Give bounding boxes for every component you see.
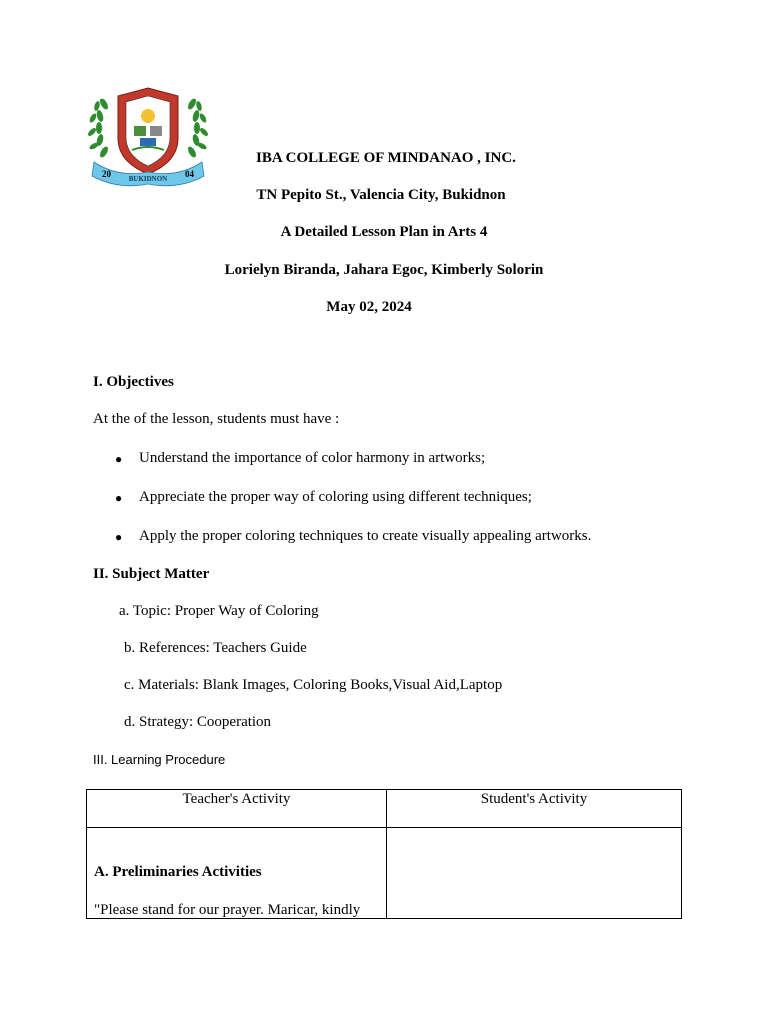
table-row <box>87 828 682 919</box>
subject-references: b. References: Teachers Guide <box>124 640 307 656</box>
student-activity-header <box>386 790 681 828</box>
learning-procedure-table <box>86 789 682 919</box>
subject-strategy: d. Strategy: Cooperation <box>124 714 272 730</box>
subject-matter-heading: II. Subject Matter <box>93 566 210 582</box>
subject-materials: c. Materials: Blank Images, Coloring Books,Visual Aid,Laptop <box>124 677 503 693</box>
document-title: A Detailed Lesson Plan in Arts 4 <box>280 224 488 240</box>
bullet-icon: ● <box>115 530 123 544</box>
logo-year-left: 20 <box>102 169 111 179</box>
learning-procedure-heading: III. Learning Procedure <box>93 752 226 767</box>
teacher-activity-header-label: Teacher's Activity <box>182 791 291 807</box>
objective-text: Understand the importance of color harmony in artworks; <box>139 450 486 466</box>
objectives-heading: I. Objectives <box>93 374 174 390</box>
authors: Lorielyn Biranda, Jahara Egoc, Kimberly Solorin <box>224 262 544 278</box>
bullet-icon: ● <box>115 452 123 466</box>
subject-topic: a. Topic: Proper Way of Coloring <box>119 603 319 619</box>
school-logo <box>88 82 208 190</box>
teacher-activity-cell <box>87 828 387 919</box>
teacher-activity-text: "Please stand for our prayer. Maricar, kindly <box>94 902 361 918</box>
objective-text: Apply the proper coloring techniques to create visually appealing artworks. <box>139 528 592 544</box>
logo-year-right: 04 <box>185 169 194 179</box>
student-activity-cell <box>386 828 681 919</box>
student-activity-header-label: Student's Activity <box>480 791 588 807</box>
logo-ribbon-text: BUKIDNON <box>128 175 168 183</box>
objective-text: Appreciate the proper way of coloring using different techniques; <box>139 489 532 505</box>
document-date: May 02, 2024 <box>326 299 412 315</box>
objectives-intro: At the of the lesson, students must have : <box>93 411 340 427</box>
table-header-row <box>87 790 682 828</box>
institution-address: TN Pepito St., Valencia City, Bukidnon <box>256 187 506 203</box>
preliminaries-heading: A. Preliminaries Activities <box>94 864 262 880</box>
institution-name: IBA COLLEGE OF MINDANAO , INC. <box>256 150 516 166</box>
teacher-activity-header <box>87 790 387 828</box>
bullet-icon: ● <box>115 491 123 505</box>
